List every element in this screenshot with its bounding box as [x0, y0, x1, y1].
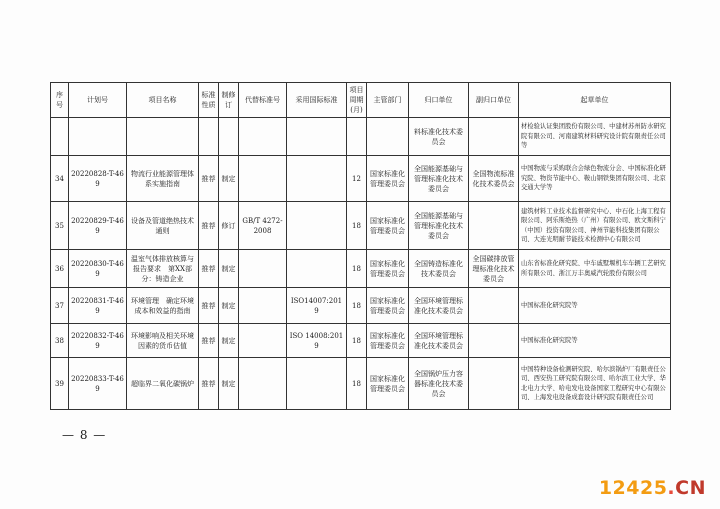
table-row — [51, 202, 671, 250]
header-cell: 副归口单位 — [469, 83, 519, 118]
row-number-cell: 36 — [51, 250, 69, 288]
plan-number-cell: 20220833-T-469 — [69, 358, 127, 410]
table-header-row — [51, 83, 671, 118]
plan-number-cell: 20220831-T-469 — [69, 288, 127, 324]
header-cell: 代替标准号 — [239, 83, 287, 118]
standard-nature-cell: 推荐 — [199, 202, 219, 250]
technical-committee-cell: 全国环境管理标准化技术委员会 — [409, 288, 469, 324]
technical-committee-cell: 全国铸造标准化技术委员会 — [409, 250, 469, 288]
header-cell: 项目名称 — [127, 83, 199, 118]
drafters-cell: 中国特种设备检测研究院、哈尔滨锅炉厂有限责任公司、西安热工研究院有限公司、哈尔滨工业大学、华北电力大学、哈电发电设备国家工程研究中心有限公司、上海发电设备成套设计研究院有限责任公司 — [519, 358, 671, 410]
standard-nature-cell: 推荐 — [199, 358, 219, 410]
table-row-continuation — [51, 118, 671, 156]
international-standard-cell — [287, 202, 347, 250]
replaced-standard-cell — [239, 324, 287, 358]
project-name-cell: 温室气体排放核算与报告要求 第XX部分：铸造企业 — [127, 250, 199, 288]
international-standard-cell — [287, 250, 347, 288]
standard-nature-cell: 推荐 — [199, 288, 219, 324]
revision-type-cell: 制定 — [219, 358, 239, 410]
project-period-cell: 18 — [347, 288, 367, 324]
sub-technical-committee-cell — [469, 358, 519, 410]
technical-committee-cell: 全国能源基础与管理标准化技术委员会 — [409, 202, 469, 250]
header-cell: 计划号 — [69, 83, 127, 118]
header-cell: 主管部门 — [367, 83, 409, 118]
plan-number-cell: 20220829-T-469 — [69, 202, 127, 250]
revision-type-cell: 修订 — [219, 202, 239, 250]
project-name-cell: 环境影响及相关环境因素的货币估值 — [127, 324, 199, 358]
sub-technical-committee-cell: 全国物流标准化技术委员会 — [469, 156, 519, 202]
international-standard-cell: ISO14007:2019 — [287, 288, 347, 324]
project-period-cell: 18 — [347, 250, 367, 288]
drafters-cell: 材检验认证集团股份有限公司、中建材苏州防水研究院有限公司、河南建筑材料研究设计院有限责任公司等 — [519, 118, 671, 156]
technical-committee-cell: 全国锅炉压力容器标准化技术委员会 — [409, 358, 469, 410]
competent-department-cell: 国家标准化管理委员会 — [367, 288, 409, 324]
revision-type-cell: 制定 — [219, 288, 239, 324]
competent-department-cell: 国家标准化管理委员会 — [367, 202, 409, 250]
drafters-cell: 建筑材料工业技术监督研究中心、中石化上海工程有限公司、阿乐斯绝热（广州）有限公司、欧文斯科宁（中国）投资有限公司、神州节能科技集团有限公司、大连光明耐节能技术检测中心有限公司 — [519, 202, 671, 250]
project-period-cell: 18 — [347, 358, 367, 410]
project-period-cell: 18 — [347, 324, 367, 358]
international-standard-cell: ISO 14008:2019 — [287, 324, 347, 358]
row-number-cell: 37 — [51, 288, 69, 324]
replaced-standard-cell — [239, 288, 287, 324]
table-row — [51, 250, 671, 288]
project-period-cell: 12 — [347, 156, 367, 202]
sub-technical-committee-cell — [469, 324, 519, 358]
revision-type-cell: 制定 — [219, 250, 239, 288]
revision-type-cell: 制定 — [219, 156, 239, 202]
sub-technical-committee-cell — [469, 288, 519, 324]
sub-technical-committee-cell: 全国碳排放管理标准化技术委员会 — [469, 250, 519, 288]
drafters-cell: 中国物流与采购联合会绿色物流分会、中国标准化研究院、物资节能中心、鞍山钢铁集团有限公司、北京交通大学等 — [519, 156, 671, 202]
replaced-standard-cell: GB/T 4272-2008 — [239, 202, 287, 250]
competent-department-cell: 国家标准化管理委员会 — [367, 156, 409, 202]
header-cell: 归口单位 — [409, 83, 469, 118]
project-name-cell: 超临界二氧化碳锅炉 — [127, 358, 199, 410]
standard-nature-cell: 推荐 — [199, 324, 219, 358]
header-cell: 序号 — [51, 83, 69, 118]
technical-committee-cell: 全国环境管理标准化技术委员会 — [409, 324, 469, 358]
header-cell: 起草单位 — [519, 83, 671, 118]
competent-department-cell: 国家标准化管理委员会 — [367, 358, 409, 410]
drafters-cell: 山东省标准化研究院、中车戚墅堰机车车辆工艺研究所有限公司、浙江万丰奥威汽轮股份有限公司 — [519, 250, 671, 288]
replaced-standard-cell — [239, 156, 287, 202]
technical-committee-cell: 料标准化技术委员会 — [409, 118, 469, 156]
project-name-cell: 物流行业能源管理体系实施指南 — [127, 156, 199, 202]
replaced-standard-cell — [239, 358, 287, 410]
table-row — [51, 288, 671, 324]
competent-department-cell: 国家标准化管理委员会 — [367, 324, 409, 358]
replaced-standard-cell — [239, 250, 287, 288]
table-row — [51, 358, 671, 410]
sub-technical-committee-cell — [469, 202, 519, 250]
plan-number-cell: 20220830-T-469 — [69, 250, 127, 288]
header-cell: 标准性质 — [199, 83, 219, 118]
drafters-cell: 中国标准化研究院等 — [519, 288, 671, 324]
row-number-cell: 34 — [51, 156, 69, 202]
international-standard-cell — [287, 156, 347, 202]
row-number-cell: 35 — [51, 202, 69, 250]
international-standard-cell — [287, 358, 347, 410]
table-row — [51, 156, 671, 202]
plan-number-cell: 20220828-T-469 — [69, 156, 127, 202]
plan-number-cell: 20220832-T-469 — [69, 324, 127, 358]
project-period-cell: 18 — [347, 202, 367, 250]
project-name-cell: 设备及管道绝热技术通则 — [127, 202, 199, 250]
competent-department-cell: 国家标准化管理委员会 — [367, 250, 409, 288]
drafters-cell: 中国标准化研究院等 — [519, 324, 671, 358]
revision-type-cell: 制定 — [219, 324, 239, 358]
page-number: — 8 — — [62, 428, 107, 442]
standards-plan-table — [50, 82, 671, 410]
header-cell: 项目周期(月) — [347, 83, 367, 118]
header-cell: 采用国际标准 — [287, 83, 347, 118]
row-number-cell: 39 — [51, 358, 69, 410]
project-name-cell: 环境管理 确定环境成本和效益的指南 — [127, 288, 199, 324]
header-cell: 制修订 — [219, 83, 239, 118]
standard-nature-cell: 推荐 — [199, 156, 219, 202]
row-number-cell: 38 — [51, 324, 69, 358]
technical-committee-cell: 全国能源基础与管理标准化技术委员会 — [409, 156, 469, 202]
standard-nature-cell: 推荐 — [199, 250, 219, 288]
table-row — [51, 324, 671, 358]
site-watermark: 12425.CN — [598, 477, 706, 499]
